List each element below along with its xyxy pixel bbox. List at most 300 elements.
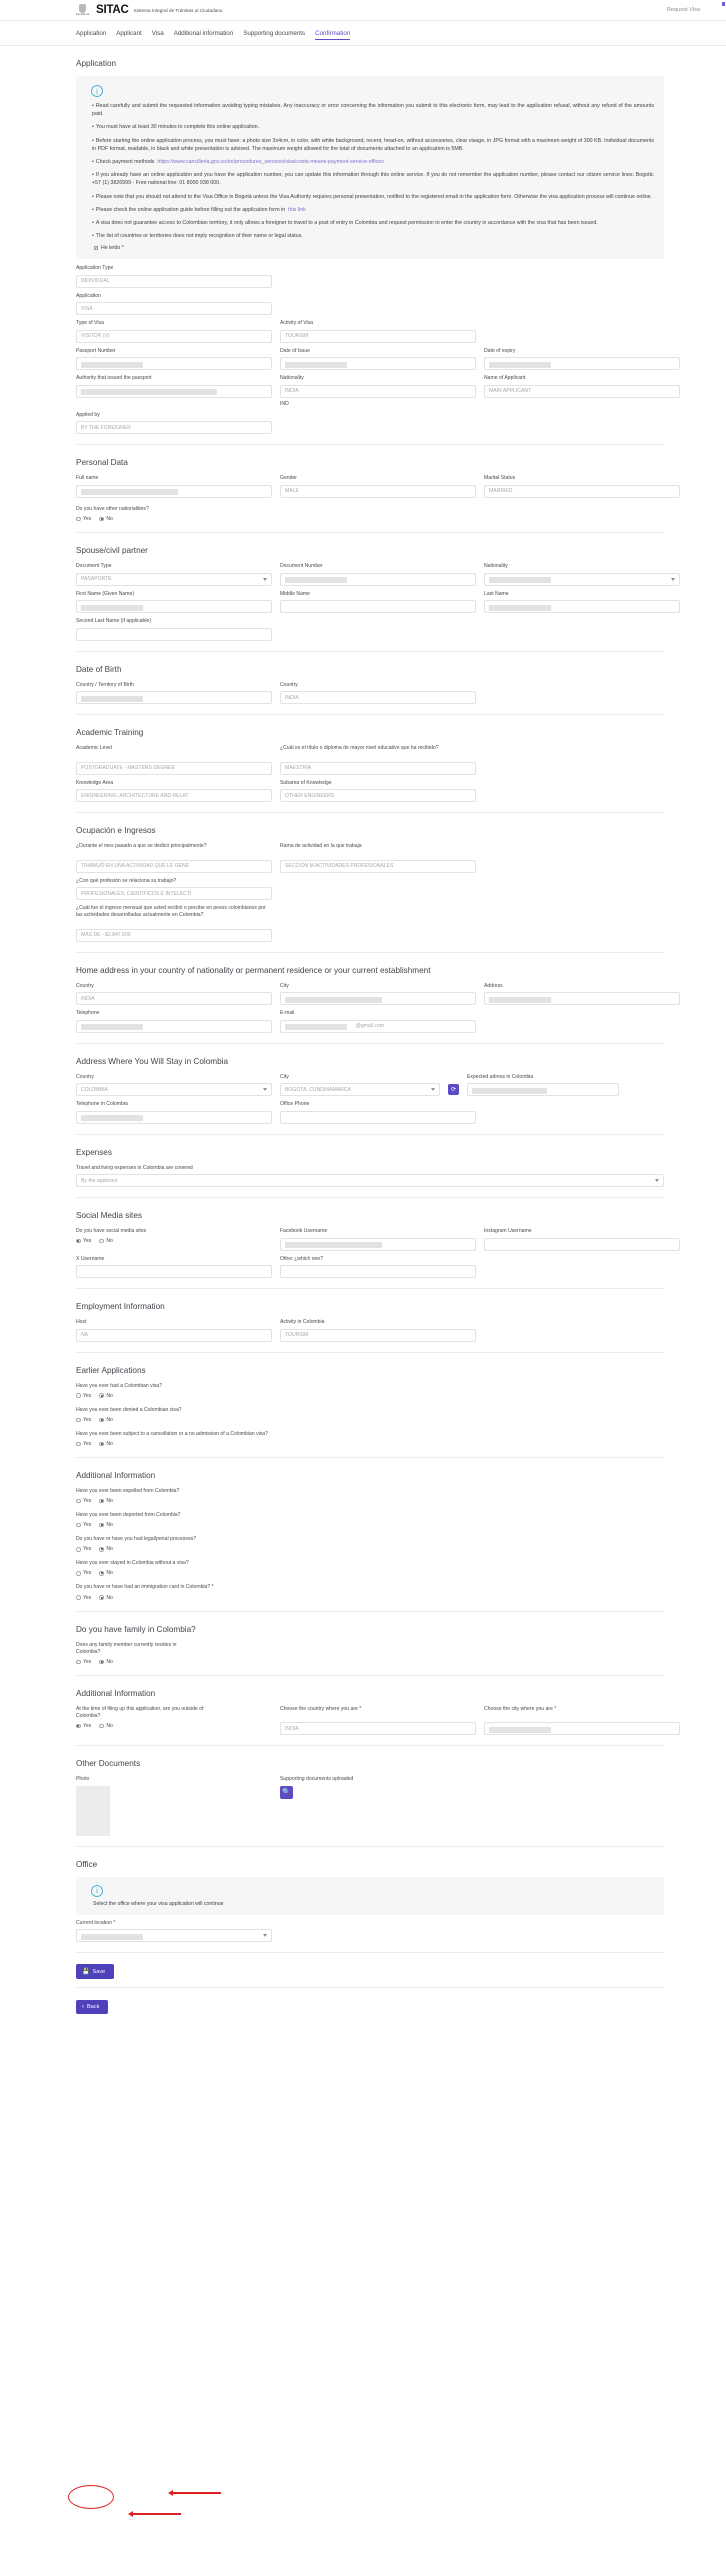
outside-colombia-field <box>76 1706 272 1736</box>
highest-degree-label: ¿Cuál es el título o diploma de mayor nivel educativo que ha recibido? <box>280 745 439 752</box>
home-city-field <box>280 983 476 1006</box>
profession-field <box>76 878 272 901</box>
name-of-applicant-input[interactable]: MAIN APPLICANT <box>484 385 680 398</box>
knowledge-area-input[interactable]: ENGINEERING, ARCHITECTURE AND RELAT <box>76 789 272 802</box>
colombia-city-select[interactable]: BOGOTA, CUNDINAMARCA <box>280 1083 440 1096</box>
spouse-document-number-field <box>280 563 476 586</box>
colombia-telephone-label: Telephone in Colombia <box>76 1101 128 1108</box>
colombia-city-label: City <box>280 1073 289 1080</box>
chevron-down-icon <box>263 578 267 581</box>
academic-row-1 <box>76 745 664 775</box>
divider <box>76 952 664 953</box>
choose-country-field <box>280 1706 476 1736</box>
read-acknowledgement-label: He leído * <box>101 245 124 252</box>
colombia-address-row-2 <box>76 1101 664 1124</box>
social-media-row-1 <box>76 1228 664 1251</box>
passport-row <box>76 348 664 371</box>
spouse-doc-row <box>76 563 664 586</box>
type-of-visa-field <box>76 320 272 343</box>
tab-additional-information[interactable]: Additional information <box>173 30 234 37</box>
academic-level-field <box>76 745 272 775</box>
spouse-document-number-input[interactable] <box>280 573 476 586</box>
income-field <box>76 905 272 942</box>
nationality-input[interactable]: INDIA <box>280 385 476 398</box>
activity-colombia-label: Activity in Colombia <box>280 1319 325 1326</box>
radio-yes[interactable]: Yes <box>76 1417 91 1423</box>
colombia-address-title: Address Where You Will Stay in Colombia <box>76 1056 228 1066</box>
office-phone-field <box>280 1101 476 1124</box>
ocupacion-title: Ocupación e Ingresos <box>76 826 156 836</box>
gender-field <box>280 475 476 498</box>
spouse-document-type-label: Document Type <box>76 563 112 570</box>
spouse-nationality-select[interactable] <box>484 573 680 586</box>
branch-activity-label: Rama de actividad en la que trabaja <box>280 843 362 850</box>
application-input[interactable]: VISA <box>76 302 272 315</box>
application-notice <box>76 76 664 259</box>
x-username-input[interactable] <box>76 1265 272 1278</box>
office-phone-input[interactable] <box>280 1111 476 1124</box>
date-of-issue-label: Date of Issue <box>280 347 311 354</box>
subarea-field <box>280 780 476 803</box>
employment-row <box>76 1319 664 1342</box>
home-telephone-field <box>76 1010 272 1033</box>
spouse-first-name-input[interactable] <box>76 600 272 613</box>
radio-no[interactable]: No <box>99 1393 113 1399</box>
tab-application[interactable]: Application <box>76 30 107 37</box>
profession-input[interactable]: PROFESIONALES, CIENTÍFICOS E INTELECTI <box>76 887 272 900</box>
employment-title: Employment Information <box>76 1302 165 1312</box>
date-of-expiry-input[interactable] <box>484 357 680 370</box>
full-name-label: Full name <box>76 475 99 482</box>
has-social-media-label: Do you have social media sites <box>76 1228 147 1235</box>
application-label: Application <box>76 292 101 299</box>
cancilleria-crest-icon <box>74 2 91 19</box>
radio-no[interactable]: No <box>99 1417 113 1423</box>
expenses-field <box>76 1165 664 1188</box>
home-country-label: Country <box>76 982 94 989</box>
info-icon: i <box>91 1885 103 1897</box>
save-button[interactable] <box>76 1964 114 1979</box>
application-section <box>0 59 726 445</box>
other-nationalities-label: Do you have other nationalities? <box>76 505 149 512</box>
home-address-title: Home address in your country of nationality or permanent residence or your current establishment <box>76 965 431 975</box>
has-social-media-field <box>76 1228 272 1251</box>
birth-country-input[interactable]: INDIA <box>280 691 476 704</box>
current-location-field <box>76 1920 272 1943</box>
home-country-field <box>76 983 272 1006</box>
spouse-title: Spouse/civil partner <box>76 546 148 556</box>
radio-no[interactable]: No <box>99 1659 113 1665</box>
current-location-label: Current location * <box>76 1919 116 1926</box>
colombia-country-select[interactable]: COLOMBIA <box>76 1083 272 1096</box>
activity-of-visa-field <box>280 320 476 343</box>
home-city-input[interactable] <box>280 992 476 1005</box>
earlier-question-3 <box>76 1431 664 1447</box>
home-address-input[interactable] <box>484 992 680 1005</box>
type-of-visa-label: Type of Visa <box>76 320 104 327</box>
highest-degree-field <box>280 745 476 775</box>
instagram-input[interactable] <box>484 1238 680 1251</box>
last-month-activity-label: ¿Durante el mes pasado a que se dedicó principalmente? <box>76 843 207 850</box>
question-text: Have you ever been denied a Colombian visa? <box>76 1406 182 1413</box>
radio-yes[interactable]: Yes <box>76 1659 91 1665</box>
radio-yes[interactable]: Yes <box>76 1723 91 1729</box>
question-radios <box>76 1393 664 1399</box>
notice-guide: • Please check the online application guide before filling out the application form in this link <box>92 206 306 213</box>
country-territory-birth-field <box>76 682 272 705</box>
activity-of-visa-input[interactable]: TOURISM <box>280 330 476 343</box>
spouse-document-number-label: Document Number <box>280 563 323 570</box>
date-of-expiry-field <box>484 348 680 371</box>
academic-level-input[interactable]: POSTGRADUATE - MASTERS DEGREE <box>76 762 272 775</box>
divider <box>76 714 664 715</box>
home-city-label: City <box>280 982 289 989</box>
annotation-arrow-save <box>128 2511 181 2517</box>
notice-item-1: • Read carefully and submit the requested information avoiding typing mistakes. Any inaccuracy or error concerning the information you submit to this electronic form, may lead to the application refusal, without any refund of the amounts paid. <box>92 103 654 118</box>
back-row <box>76 1995 664 2026</box>
home-email-input[interactable]: @gmail.com <box>280 1020 476 1033</box>
question-radios <box>76 1546 664 1552</box>
passport-number-input[interactable] <box>76 357 272 370</box>
activity-of-visa-label: Activity of Visa <box>280 320 314 327</box>
authority-input[interactable] <box>76 385 272 398</box>
colombia-telephone-field <box>76 1101 272 1124</box>
tab-confirmation[interactable]: Confirmation <box>315 30 350 40</box>
additional-information-2-title: Additional Information <box>76 1688 156 1698</box>
spouse-section <box>0 546 726 652</box>
sitac-tagline: Sistema Integral de Trámites al Ciudadano <box>133 7 223 13</box>
read-acknowledgement[interactable] <box>88 245 654 251</box>
radio-yes[interactable]: Yes <box>76 1441 91 1447</box>
knowledge-area-field <box>76 780 272 803</box>
application-type-label: Application Type <box>76 265 114 272</box>
other-social-field <box>280 1256 476 1279</box>
social-media-row-2 <box>76 1256 664 1279</box>
tab-applicant[interactable]: Applicant <box>116 30 142 37</box>
photo-preview <box>76 1786 110 1836</box>
chevron-down-icon <box>671 578 675 581</box>
application-row <box>76 293 664 316</box>
radio-no[interactable]: No <box>99 1498 113 1504</box>
spouse-last-name-input[interactable] <box>484 600 680 613</box>
marital-status-input[interactable]: MARRIED <box>484 485 680 498</box>
divider <box>76 1675 664 1676</box>
choose-country-label: Choose the country where you are * <box>280 1705 362 1712</box>
expenses-select[interactable]: By the applicant <box>76 1174 664 1187</box>
marital-status-label: Marital Status <box>484 475 516 482</box>
radio-yes[interactable]: Yes <box>76 1498 91 1504</box>
subarea-label: Subarea of Knowledge <box>280 779 332 786</box>
last-month-activity-input[interactable]: TRABAJÓ EN UNA ACTIVIDAD QUE LE GENE <box>76 860 272 873</box>
question-radios <box>76 1570 664 1576</box>
expected-address-label: Expected adress in Colombia <box>467 1073 534 1080</box>
radio-yes[interactable]: Yes <box>76 516 91 522</box>
colombia-address-row-1 <box>76 1074 664 1097</box>
other-documents-row <box>76 1776 664 1836</box>
radio-yes[interactable]: Yes <box>76 1546 91 1552</box>
ocupacion-row-3 <box>76 905 664 942</box>
x-username-label: X Username <box>76 1255 105 1262</box>
branch-activity-input[interactable]: SECCIÓN M ACTIVIDADES PROFESIONALES <box>280 860 476 873</box>
sitac-wordmark: SITAC <box>96 4 129 16</box>
choose-city-field <box>484 1706 680 1736</box>
home-country-input[interactable]: INDIA <box>76 992 272 1005</box>
applied-by-field <box>76 412 272 435</box>
earlier-applications-section <box>0 1366 726 1458</box>
spouse-document-type-field <box>76 563 272 586</box>
home-email-field <box>280 1010 476 1033</box>
marital-status-field <box>484 475 680 498</box>
outside-colombia-label: At the time of filing up this application, are you outside of Colombia? <box>76 1705 204 1719</box>
other-social-input[interactable] <box>280 1265 476 1278</box>
brand-logo <box>74 2 223 19</box>
colombia-address-section <box>0 1057 726 1135</box>
other-nationalities-question <box>76 506 664 522</box>
application-section-title: Application <box>76 59 117 68</box>
spouse-first-name-field <box>76 591 272 614</box>
radio-yes[interactable]: Yes <box>76 1522 91 1528</box>
family-colombia-question <box>76 1642 664 1665</box>
full-name-field <box>76 475 272 498</box>
question-text: Have you ever been subject to a cancellation or a no admission of a Colombian visa? <box>76 1430 268 1437</box>
divider <box>76 1043 664 1044</box>
colombia-telephone-input[interactable] <box>76 1111 272 1124</box>
home-telephone-label: Telephone <box>76 1010 100 1017</box>
photo-label: Photo <box>76 1776 90 1783</box>
chevron-down-icon <box>431 1088 435 1091</box>
home-address-row-1 <box>76 983 664 1006</box>
question-radios <box>76 1595 664 1601</box>
tab-supporting-documents[interactable]: Supporting documents <box>243 30 306 37</box>
authority-row <box>76 375 664 407</box>
supporting-documents-label: Supporting documents uploaded <box>280 1776 354 1783</box>
scrollbar-thumb[interactable] <box>722 2 725 6</box>
home-email-label: E-mail <box>280 1010 295 1017</box>
home-address-section <box>0 966 726 1044</box>
tab-visa[interactable]: Visa <box>151 30 164 37</box>
academic-section <box>0 728 726 813</box>
spouse-name-row <box>76 591 664 614</box>
highest-degree-input[interactable]: MAESTRÍA <box>280 762 476 775</box>
question-text: Have you ever been deported from Colombia? <box>76 1512 181 1519</box>
chevron-down-icon <box>655 1179 659 1182</box>
question-radios <box>76 1659 664 1665</box>
radio-yes[interactable]: Yes <box>76 1238 91 1244</box>
radio-no[interactable]: No <box>99 516 113 522</box>
knowledge-area-label: Knowledge Area <box>76 779 114 786</box>
question-text: Have you ever stayed in Colombia without a visa? <box>76 1560 189 1567</box>
home-telephone-input[interactable] <box>76 1020 272 1033</box>
family-colombia-section <box>0 1625 726 1676</box>
facebook-label: Facebook Username <box>280 1228 328 1235</box>
radio-yes[interactable]: Yes <box>76 1570 91 1576</box>
question-radios <box>76 1441 664 1447</box>
info-icon: i <box>91 85 103 97</box>
applied-by-input[interactable]: BY THE FOREIGNER <box>76 421 272 434</box>
divider <box>76 1134 664 1135</box>
host-label: Host <box>76 1319 87 1326</box>
radio-no[interactable]: No <box>99 1723 113 1729</box>
office-phone-label: Office Phone <box>280 1101 310 1108</box>
host-input[interactable]: NA <box>76 1329 272 1342</box>
additional-question-4 <box>76 1560 664 1576</box>
spouse-second-last-name-label: Second Last Name (if applicable) <box>76 618 152 625</box>
spouse-first-name-label: First Name (Given Name) <box>76 590 135 597</box>
office-title: Office <box>76 1859 98 1869</box>
passport-number-label: Passport Number <box>76 347 116 354</box>
outside-colombia-radios <box>76 1723 272 1729</box>
additional-information-title: Additional Information <box>76 1470 156 1480</box>
application-guide-link[interactable]: this link <box>288 206 306 213</box>
spouse-second-last-name-input[interactable] <box>76 628 272 641</box>
spouse-second-last-row <box>76 618 664 641</box>
outside-colombia-row <box>76 1706 664 1736</box>
office-notice <box>76 1877 664 1915</box>
date-of-expiry-label: Date of expiry <box>484 347 516 354</box>
application-type-input[interactable]: INDIVIDUAL <box>76 275 272 288</box>
employment-section <box>0 1302 726 1353</box>
spouse-document-type-select[interactable]: PASAPORTE <box>76 573 272 586</box>
subarea-input[interactable]: OTHER ENGINEERS <box>280 789 476 802</box>
divider <box>76 1288 664 1289</box>
question-radios <box>76 1498 664 1504</box>
spouse-middle-name-field <box>280 591 476 614</box>
host-field <box>76 1319 272 1342</box>
spouse-middle-name-label: Middle Name <box>280 590 311 597</box>
radio-no[interactable]: No <box>99 1595 113 1601</box>
colombia-country-field <box>76 1074 272 1097</box>
divider <box>76 1352 664 1353</box>
facebook-input[interactable] <box>280 1238 476 1251</box>
family-colombia-title: Do you have family in Colombia? <box>76 1624 196 1634</box>
back-button[interactable] <box>76 2000 108 2014</box>
personal-data-title: Personal Data <box>76 458 128 468</box>
question-text: Do you have or have you had legal/penal processes? <box>76 1536 197 1543</box>
home-address-field <box>484 983 680 1006</box>
instagram-label: Instagram Username <box>484 1228 532 1235</box>
radio-yes[interactable]: Yes <box>76 1393 91 1399</box>
passport-number-field <box>76 348 272 371</box>
radio-no[interactable]: No <box>99 1522 113 1528</box>
other-nationalities-radios <box>76 516 664 522</box>
application-type-row <box>76 265 664 288</box>
country-territory-birth-input[interactable] <box>76 691 272 704</box>
expenses-label: Travel and living expenses in Colombia are covered <box>76 1164 193 1171</box>
ocupacion-section <box>0 826 726 953</box>
application-field <box>76 293 272 316</box>
expected-address-input[interactable] <box>467 1083 619 1096</box>
full-name-input[interactable] <box>76 485 272 498</box>
divider <box>76 532 664 533</box>
chevron-down-icon <box>263 1934 267 1937</box>
gender-input[interactable]: MALE <box>280 485 476 498</box>
refresh-icon[interactable]: ⟳ <box>448 1084 459 1095</box>
annotation-arrow-current-location <box>168 2490 221 2496</box>
birth-country-field <box>280 682 476 705</box>
last-month-activity-field <box>76 843 272 873</box>
authority-label: Authority that issued the passport <box>76 375 152 382</box>
spouse-second-last-name-field <box>76 618 272 641</box>
radio-no[interactable]: No <box>99 1570 113 1576</box>
radio-no[interactable]: No <box>99 1546 113 1552</box>
divider <box>76 1952 664 1953</box>
question-radios <box>76 1417 664 1423</box>
home-address-label: Address <box>484 982 503 989</box>
payment-methods-link[interactable]: https://www.cancilleria.gov.co/en/procedures_services/visa/costs-means-payment-service-offices <box>157 159 384 166</box>
nationality-field <box>280 375 476 407</box>
spouse-last-name-label: Last Name <box>484 590 509 597</box>
request-visa-link[interactable]: Request Visa <box>666 7 700 13</box>
country-territory-birth-label: Country / Territory of Birth <box>76 681 134 688</box>
earlier-applications-title: Earlier Applications <box>76 1365 146 1375</box>
question-text: Have you ever had a Colombian visa? <box>76 1382 163 1389</box>
current-location-select[interactable] <box>76 1929 272 1942</box>
expenses-title: Expenses <box>76 1147 112 1157</box>
choose-city-input[interactable] <box>484 1722 680 1735</box>
search-icon[interactable]: 🔍 <box>280 1786 293 1799</box>
choose-city-label: Choose the city where you are * <box>484 1705 557 1712</box>
authority-field <box>76 375 272 407</box>
other-social-label: Other ¿which one? <box>280 1255 324 1262</box>
expected-address-field <box>467 1074 619 1097</box>
choose-country-input[interactable]: INDIA <box>280 1722 476 1735</box>
facebook-field <box>280 1228 476 1251</box>
name-of-applicant-label: Name of Applicant <box>484 375 526 382</box>
date-of-issue-input[interactable] <box>280 357 476 370</box>
additional-information-2-section <box>0 1689 726 1747</box>
activity-colombia-input[interactable]: TOURISM <box>280 1329 476 1342</box>
chevron-down-icon <box>263 1088 267 1091</box>
birth-country-label: Country <box>280 681 298 688</box>
radio-no[interactable]: No <box>99 1441 113 1447</box>
check-icon[interactable]: ✓ <box>94 245 98 250</box>
spouse-last-name-field <box>484 591 680 614</box>
divider <box>76 1846 664 1847</box>
income-input[interactable]: MÁS DE - $2.847.500 <box>76 929 272 942</box>
radio-no[interactable]: No <box>99 1238 113 1244</box>
question-text: Do you have or have had an immigration card in Colombia? * <box>76 1584 214 1591</box>
other-documents-title: Other Documents <box>76 1759 141 1769</box>
wizard-tabs <box>0 21 726 46</box>
notice-item-3: • Before starting the online application process, you must have: a photo size 3x4cm, in color, with white background, recent, head-on, without accessories, clear visage, in JPG format with a maximum weight of 300 KB. Individual documents in PDF format, readable, in black and white presentation is advised. The maximum weight allowed for the total of documents attached to an application is 5MB. <box>92 137 654 152</box>
notice-item-4: • If you already have an online application and you have the application number, you can update this information through this online service. If you do not remember the application number, please contact our citizen service lines: Bogotá: +57 (1) 3826999 - Free national line: 01 8000 938 000. <box>92 172 654 187</box>
gender-label: Gender <box>280 475 297 482</box>
social-media-section <box>0 1211 726 1289</box>
expenses-section <box>0 1148 726 1199</box>
nationality-code: IND <box>280 400 289 407</box>
divider <box>76 1987 664 1988</box>
spouse-middle-name-input[interactable] <box>280 600 476 613</box>
divider <box>76 1611 664 1612</box>
office-note-text: Select the office where your visa application will continue <box>93 1900 224 1907</box>
notice-item-7: • The list of countries or territories does not imply recognition of their name or legal status. <box>92 233 303 240</box>
academic-title: Academic Training <box>76 728 144 738</box>
radio-yes[interactable]: Yes <box>76 1595 91 1601</box>
back-button-label: Back <box>87 2004 100 2011</box>
type-of-visa-input[interactable]: VISITOR (V) <box>76 330 272 343</box>
current-location-row <box>76 1920 664 1943</box>
supporting-documents-field <box>280 1776 476 1836</box>
colombia-country-label: Country <box>76 1073 94 1080</box>
additional-question-2 <box>76 1512 664 1528</box>
chevron-left-icon: ‹ <box>82 2004 84 2011</box>
other-documents-section <box>0 1759 726 1847</box>
personal-data-section <box>0 458 726 533</box>
visa-row <box>76 320 664 343</box>
app-header <box>0 0 726 21</box>
notice-payment: • Check payment methods https://www.cancilleria.gov.co/en/procedures_services/visa/costs-means-payment-service-offices <box>92 159 384 166</box>
question-radios <box>76 1522 664 1528</box>
